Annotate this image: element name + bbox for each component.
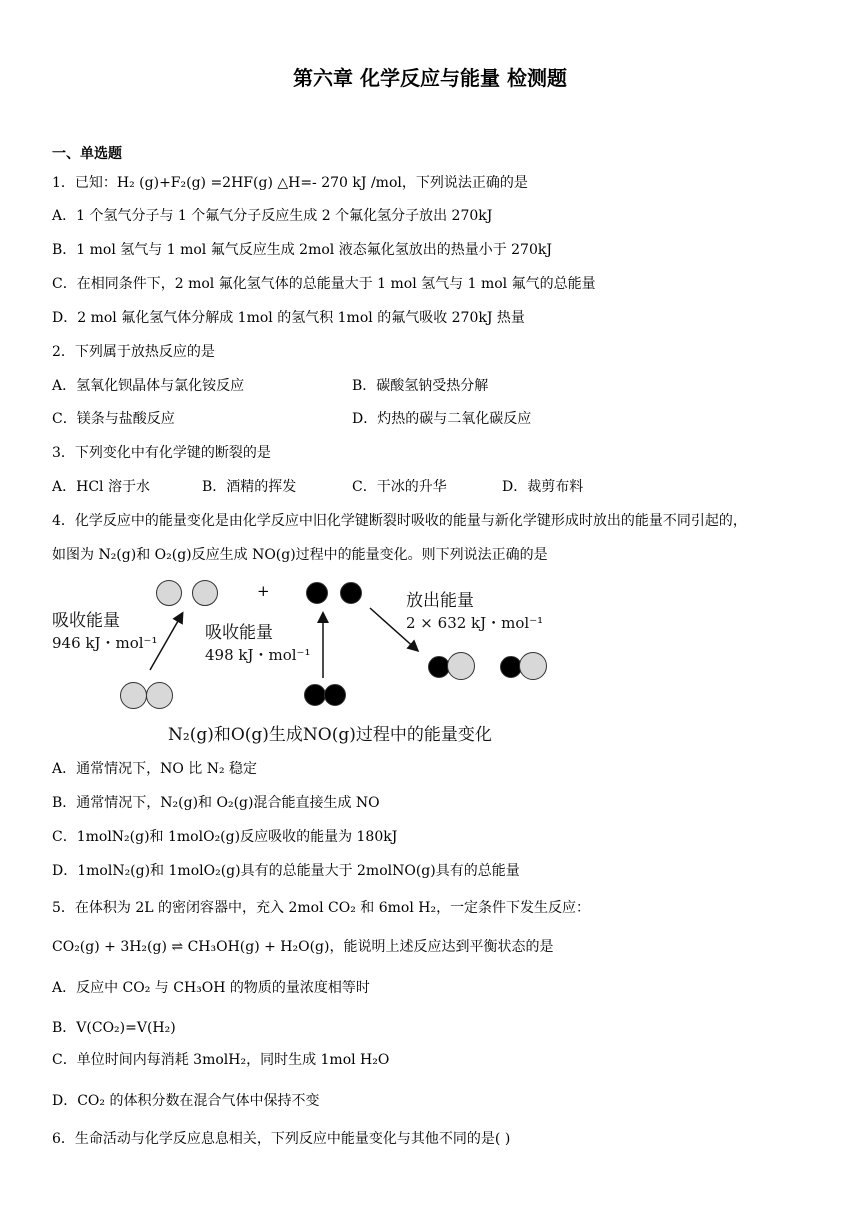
q2-option-c: C．镁条与盐酸反应 [52, 411, 175, 427]
section-heading: 一、单选题 [52, 146, 122, 162]
absorb-value-1: 946 kJ・mol⁻¹ [52, 634, 158, 652]
q4-option-c: C．1molN₂(g)和 1molO₂(g)反应吸收的能量为 180kJ [52, 829, 398, 845]
q1-option-d: D．2 mol 氟化氢气体分解成 1mol 的氢气积 1mol 的氟气吸收 270kJ 热量 [52, 310, 525, 326]
q5-option-c: C．单位时间内每消耗 3molH₂，同时生成 1mol H₂O [52, 1052, 390, 1068]
q5-stem-line2: CO₂(g) + 3H₂(g) ⇌ CH₃OH(g) + H₂O(g)，能说明上述反应达到平衡状态的是 [52, 939, 554, 955]
release-label: 放出能量 [406, 591, 474, 611]
q1-option-c: C．在相同条件下，2 mol 氟化氢气体的总能量大于 1 mol 氢气与 1 mol 氟气的总能量 [52, 276, 596, 292]
energy-diagram [50, 572, 570, 752]
q2-stem: 2．下列属于放热反应的是 [52, 344, 215, 360]
q3-stem: 3．下列变化中有化学键的断裂的是 [52, 445, 271, 461]
q3-option-a: A．HCl 溶于水 [52, 479, 150, 495]
no-n-atom [519, 652, 547, 680]
q4-stem-line2: 如图为 N₂(g)和 O₂(g)反应生成 NO(g)过程中的能量变化。则下列说法正确的是 [52, 547, 548, 563]
q2-option-d: D．灼热的碳与二氧化碳反应 [352, 411, 532, 427]
q3-option-b: B．酒精的挥发 [202, 479, 297, 495]
release-value: 2 × 632 kJ・mol⁻¹ [406, 614, 544, 632]
page-title: 第六章 化学反应与能量 检测题 [293, 66, 567, 90]
o-atom [340, 582, 362, 604]
o-atom [306, 582, 328, 604]
no-n-atom [447, 652, 475, 680]
q5-option-a: A．反应中 CO₂ 与 CH₃OH 的物质的量浓度相等时 [52, 980, 370, 996]
q1-option-a: A．1 个氢气分子与 1 个氟气分子反应生成 2 个氟化氢分子放出 270kJ [52, 208, 493, 224]
absorb-label-2: 吸收能量 [205, 623, 273, 643]
o2-atom [304, 684, 326, 706]
q1-option-b: B．1 mol 氢气与 1 mol 氟气反应生成 2mol 液态氟化氢放出的热量小于 270kJ [52, 242, 552, 258]
q2-option-a: A．氢氧化钡晶体与氯化铵反应 [52, 378, 245, 394]
n-atom [192, 580, 218, 606]
q4-option-b: B．通常情况下，N₂(g)和 O₂(g)混合能直接生成 NO [52, 795, 380, 811]
n2-atom [120, 682, 147, 709]
n-atom [156, 580, 182, 606]
diagram-caption: N₂(g)和O(g)生成NO(g)过程中的能量变化 [168, 725, 492, 745]
q5-stem-line1: 5．在体积为 2L 的密闭容器中，充入 2mol CO₂ 和 6mol H₂，一定条件下发生反应： [52, 900, 591, 916]
q3-option-d: D．裁剪布料 [502, 479, 584, 495]
q4-option-a: A．通常情况下，NO 比 N₂ 稳定 [52, 761, 258, 777]
q3-option-c: C．干冰的升华 [352, 479, 447, 495]
q4-option-d: D．1molN₂(g)和 1molO₂(g)具有的总能量大于 2molNO(g)具有的总能量 [52, 863, 520, 879]
q4-stem-line1: 4．化学反应中的能量变化是由化学反应中旧化学键断裂时吸收的能量与新化学键形成时放出的能量不同引起的， [52, 513, 747, 529]
q6-stem: 6．生命活动与化学反应息息相关，下列反应中能量变化与其他不同的是( ) [52, 1131, 511, 1147]
q2-option-b: B．碳酸氢钠受热分解 [352, 378, 489, 394]
o2-atom [324, 684, 346, 706]
q5-option-d: D．CO₂ 的体积分数在混合气体中保持不变 [52, 1093, 320, 1109]
absorb-label-1: 吸收能量 [52, 611, 120, 631]
q1-stem: 1．已知：H₂ (g)+F₂(g) =2HF(g) △H=- 270 kJ /mol，下列说法正确的是 [52, 175, 528, 191]
q5-option-b: B．V(CO₂)=V(H₂) [52, 1020, 176, 1036]
n2-atom [146, 682, 173, 709]
plus-sign: + [257, 582, 270, 600]
absorb-value-2: 498 kJ・mol⁻¹ [205, 646, 311, 664]
